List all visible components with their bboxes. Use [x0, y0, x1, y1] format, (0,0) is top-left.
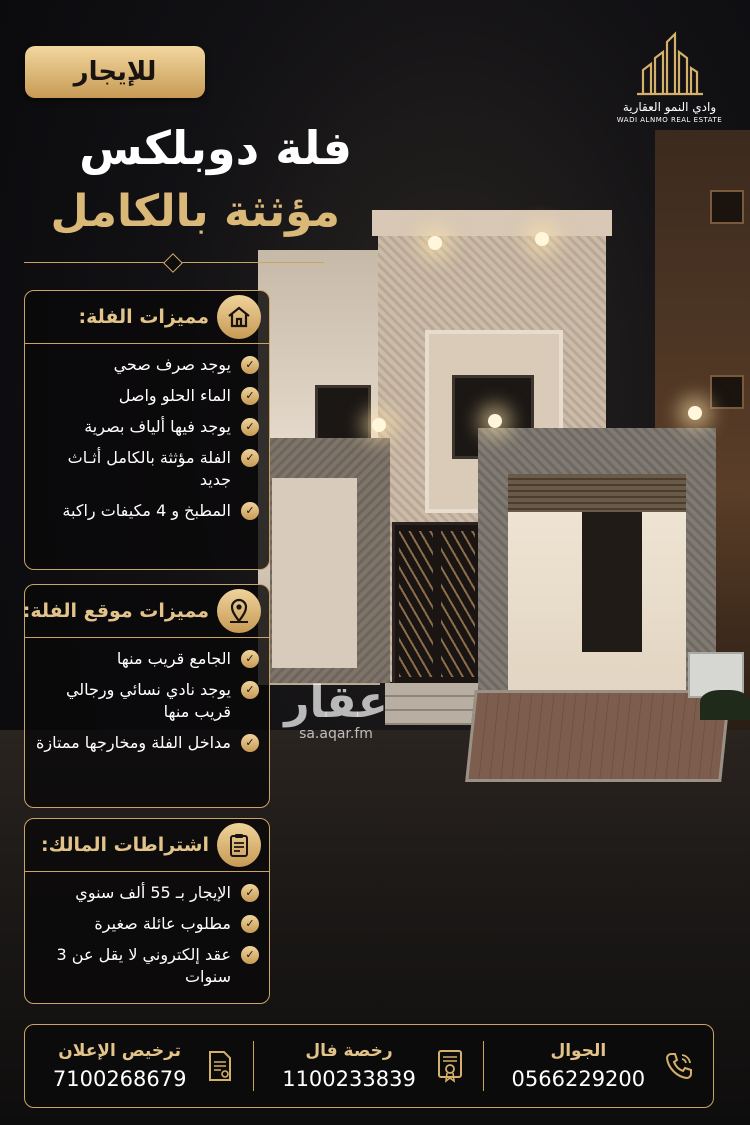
neighbor-window — [710, 375, 744, 409]
entrance-steps — [385, 683, 485, 725]
document-icon — [200, 1046, 240, 1086]
list-item: ✓ الإيجار بـ 55 ألف سنوي — [35, 882, 259, 904]
villa-wall-panel — [272, 478, 357, 668]
list-item: ✓ الفلة مؤثثة بالكامل أثـاث جديد — [35, 447, 259, 491]
phone-icon — [659, 1046, 699, 1086]
check-icon: ✓ — [241, 502, 259, 520]
list-item: ✓ المطبخ و 4 مكيفات راكبة — [35, 500, 259, 522]
list-item: ✓ يوجد فيها ألياف بصرية — [35, 416, 259, 438]
check-icon: ✓ — [241, 915, 259, 933]
wall-light — [535, 232, 549, 246]
list-item: ✓ يوجد صرف صحي — [35, 354, 259, 376]
check-icon: ✓ — [241, 418, 259, 436]
list-item: ✓ مداخل الفلة ومخارجها ممتازة — [35, 732, 259, 754]
fal-license-info — [254, 1025, 483, 1107]
watermark-url: sa.aqar.fm — [299, 726, 373, 742]
phone-label: الجوال — [550, 1041, 607, 1061]
check-icon: ✓ — [241, 650, 259, 668]
feature-list — [25, 872, 269, 1003]
watermark-logo: عقار — [284, 677, 388, 728]
door-leaf — [399, 531, 433, 677]
company-name-en: WADI ALNMO REAL ESTATE — [616, 116, 723, 124]
wall-light — [372, 418, 386, 432]
wall-light — [488, 414, 502, 428]
company-name-ar: وادي النمو العقارية — [622, 100, 717, 114]
location-features-card — [24, 584, 270, 808]
fal-license-number: 1100233839 — [282, 1067, 416, 1091]
shrub — [700, 690, 750, 720]
phone-info — [484, 1025, 713, 1107]
villa-parapet — [372, 210, 612, 236]
wall-light — [428, 236, 442, 250]
list-item: ✓ عقد إلكتروني لا يقل عن 3 سنوات — [35, 944, 259, 988]
location-pin-icon — [217, 589, 261, 633]
check-icon: ✓ — [241, 449, 259, 467]
villa-features-card — [24, 290, 270, 570]
check-icon: ✓ — [241, 356, 259, 374]
ad-license-label: ترخيص الإعلان — [58, 1041, 182, 1061]
neighbor-window — [710, 190, 744, 224]
check-icon: ✓ — [241, 681, 259, 699]
ad-license-number: 7100268679 — [52, 1067, 187, 1091]
page-subtitle: مؤثثة بالكامل — [50, 186, 340, 237]
card-header — [25, 819, 269, 872]
villa-entrance-door — [392, 522, 482, 688]
list-item: ✓ يوجد نادي نسائي ورجالي قريب منها — [35, 679, 259, 723]
owner-conditions-card — [24, 818, 270, 1004]
driveway — [465, 690, 731, 782]
wall-light — [688, 406, 702, 420]
card-title: اشتراطات المالك: — [41, 834, 209, 856]
list-item: ✓ الماء الحلو واصل — [35, 385, 259, 407]
door-leaf — [441, 531, 475, 677]
list-item: ✓ الجامع قريب منها — [35, 648, 259, 670]
aqar-watermark — [280, 677, 392, 742]
list-item: ✓ مطلوب عائلة صغيرة — [35, 913, 259, 935]
card-title: مميزات الفلة: — [78, 306, 209, 328]
phone-number[interactable]: 0566229200 — [511, 1067, 646, 1091]
building-logo-icon — [635, 30, 705, 96]
villa-window-left — [315, 385, 371, 441]
ad-license-info — [25, 1025, 254, 1107]
carport-shadow — [582, 512, 642, 652]
card-header — [25, 291, 269, 344]
contact-bar — [24, 1024, 714, 1108]
certificate-icon — [430, 1046, 470, 1086]
for-rent-badge: للإيجار — [25, 46, 205, 98]
check-icon: ✓ — [241, 884, 259, 902]
carport-shutter — [508, 474, 686, 512]
check-icon: ✓ — [241, 387, 259, 405]
feature-list — [25, 344, 269, 537]
card-header — [22, 585, 269, 638]
company-logo — [612, 30, 727, 124]
page-title: فلة دوبلكس — [79, 121, 352, 175]
check-icon: ✓ — [241, 734, 259, 752]
card-title: مميزات موقع الفلة: — [22, 600, 209, 622]
clipboard-icon — [217, 823, 261, 867]
check-icon: ✓ — [241, 946, 259, 964]
feature-list — [25, 638, 269, 769]
home-icon — [217, 295, 261, 339]
fal-license-label: رخصة فال — [305, 1041, 393, 1061]
